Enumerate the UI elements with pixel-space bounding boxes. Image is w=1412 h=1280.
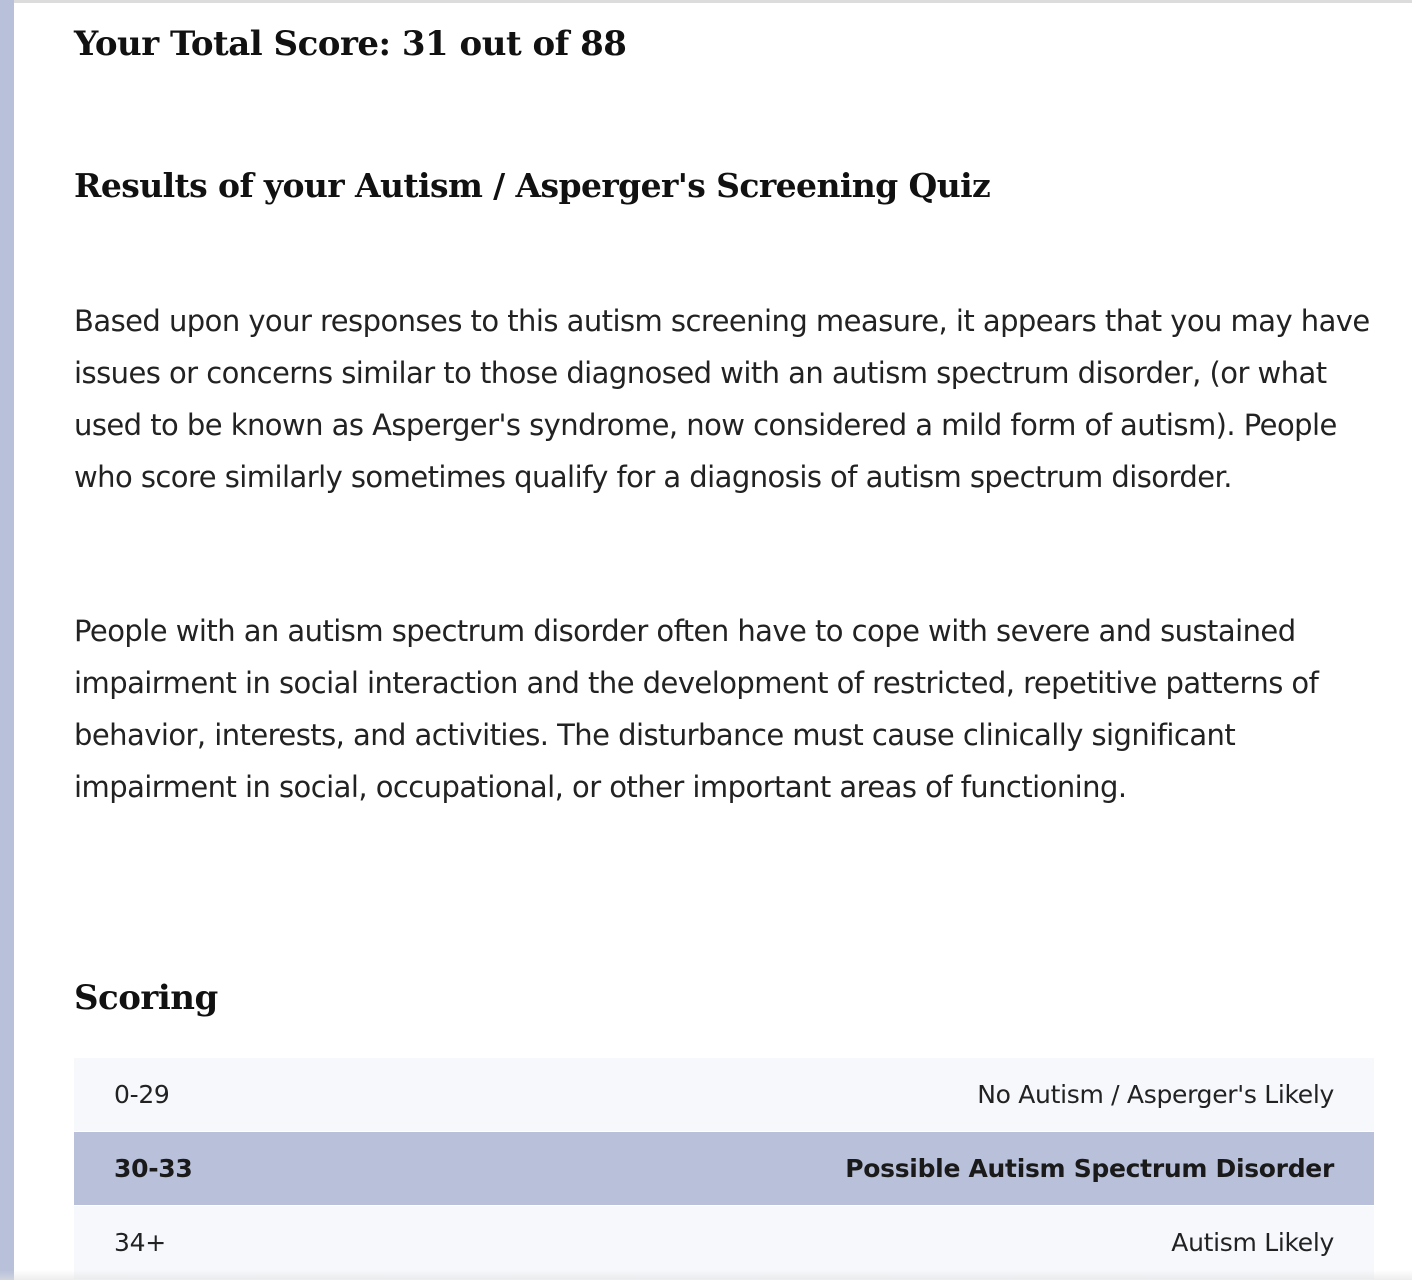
- top-divider: [0, 0, 1412, 3]
- scoring-row-30-33-highlighted: [74, 1132, 1374, 1206]
- score-range: 34+: [114, 1228, 166, 1257]
- scoring-table: [74, 1058, 1374, 1280]
- left-accent-bar: [0, 0, 14, 1280]
- score-label: Possible Autism Spectrum Disorder: [845, 1154, 1334, 1183]
- results-heading: Results of your Autism / Asperger's Screening Quiz: [74, 166, 991, 205]
- scoring-heading: Scoring: [74, 978, 218, 1018]
- score-range: 0-29: [114, 1080, 170, 1109]
- scoring-row-0-29: [74, 1058, 1374, 1132]
- total-score-heading: Your Total Score: 31 out of 88: [74, 24, 627, 64]
- score-range: 30-33: [114, 1154, 193, 1183]
- results-paragraph: Based upon your responses to this autism screening measure, it appears that you may have issues or concerns similar to those diagnosed with an autism spectrum disorder, (or what used to be known as Asperger's syndrome, now considered a mild form of autism). People who score similarly sometimes qualify for a diagnosis of autism spectrum disorder.: [74, 304, 1370, 494]
- scoring-row-34-plus: [74, 1206, 1374, 1280]
- bottom-edge-shadow: [0, 1270, 1412, 1280]
- description-paragraph: People with an autism spectrum disorder often have to cope with severe and sustained impairment in social interaction and the development of restricted, repetitive patterns of behavior, interests, and activities. The disturbance must cause clinically significant impairment in social, occupational, or other important areas of functioning.: [74, 614, 1319, 804]
- score-label: No Autism / Asperger's Likely: [977, 1080, 1334, 1109]
- score-label: Autism Likely: [1171, 1228, 1334, 1257]
